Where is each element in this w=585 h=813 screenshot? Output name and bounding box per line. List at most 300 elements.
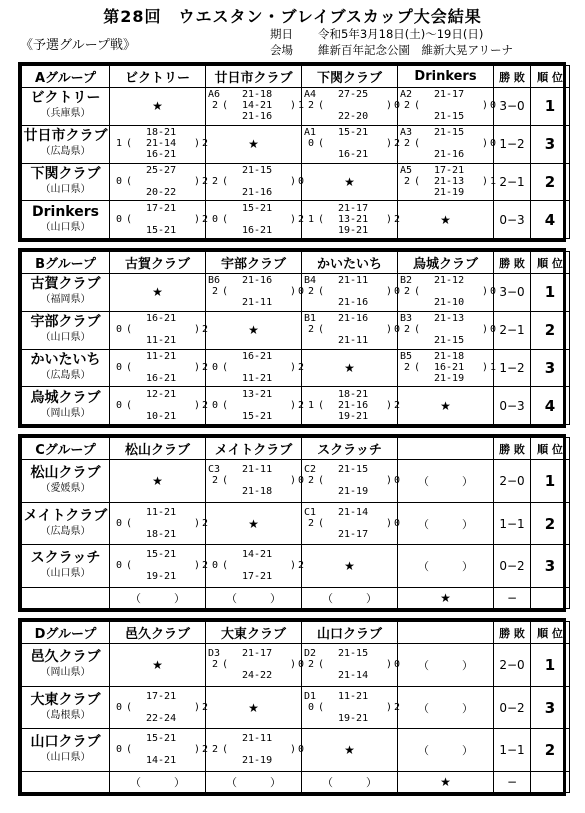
games-won-right: 2 [202, 701, 209, 713]
paren-close: ) [386, 474, 393, 486]
paren-open: ( [126, 213, 133, 225]
group-name: Dグループ [22, 622, 110, 644]
self-match-cell [398, 387, 494, 425]
game-score: 21-15 [338, 463, 369, 475]
games-won-left: 2 [212, 658, 219, 670]
column-team-name: 邑久クラブ [110, 622, 206, 644]
star-icon: ★ [344, 743, 355, 758]
games-won-right: 1 [298, 100, 305, 112]
game-score: 21-18 [242, 89, 273, 101]
game-score: 17-21 [242, 571, 273, 583]
paren-close: ) [194, 560, 201, 572]
match-result-cell [206, 460, 305, 503]
paren-open: ( [318, 701, 325, 713]
star-icon: ★ [248, 137, 259, 152]
game-score: 21-15 [338, 647, 369, 659]
paren-close: ) [482, 324, 489, 336]
win-loss-record: 0−3 [494, 201, 531, 239]
star-icon: ★ [440, 775, 451, 790]
match-result-cell [206, 349, 305, 387]
game-score: 21-17 [338, 528, 369, 540]
paren-open: ( [126, 324, 133, 336]
rank-header: 順 位 [531, 66, 570, 88]
paren-open: ( [222, 744, 229, 756]
group-table [18, 62, 566, 242]
rank-value [531, 772, 570, 793]
paren-open: ( [222, 175, 229, 187]
games-won-left: 0 [212, 213, 219, 225]
games-won-right: 2 [202, 560, 209, 572]
game-score: 22-20 [338, 111, 369, 123]
group-name: Bグループ [22, 252, 110, 274]
team-name: 烏城クラブ [30, 389, 101, 406]
game-score: 16-21 [242, 224, 273, 236]
games-won-left: 2 [404, 324, 411, 336]
event-meta [270, 26, 513, 58]
game-score: 16-21 [146, 372, 177, 384]
table-row [22, 163, 570, 201]
paren-close: ) [194, 399, 201, 411]
win-loss-record: 2−1 [494, 311, 531, 349]
games-won-right: 2 [298, 399, 305, 411]
match-result-cell [206, 644, 305, 687]
win-loss-record: − [494, 588, 531, 609]
game-score: 14-21 [146, 755, 177, 767]
games-won-left: 2 [308, 324, 315, 336]
game-score: 21-16 [242, 186, 273, 198]
star-icon: ★ [344, 174, 355, 189]
team-cell [22, 163, 110, 201]
team-cell [22, 460, 110, 503]
team-prefecture: （兵庫県） [40, 108, 91, 120]
games-won-right: 2 [202, 175, 209, 187]
paren-open: ( [414, 175, 421, 187]
paren-close: ) [194, 517, 201, 529]
games-won-left: 2 [308, 517, 315, 529]
games-won-left: 1 [308, 399, 315, 411]
win-loss-record: 2−1 [494, 163, 531, 201]
column-team-name: 古賀クラブ [110, 252, 206, 274]
self-match-cell [302, 729, 398, 772]
match-code: B1 [304, 313, 317, 325]
paren-close: ) [386, 213, 393, 225]
paren-close: ) [386, 517, 393, 529]
match-result-cell [398, 311, 497, 349]
game-score: 21-15 [434, 111, 465, 123]
games-won-left: 0 [116, 399, 123, 411]
game-score: 18-21 [338, 388, 369, 400]
games-won-left: 2 [308, 474, 315, 486]
team-cell [22, 349, 110, 387]
win-loss-record: 0−3 [494, 387, 531, 425]
games-won-right: 2 [202, 138, 209, 150]
record-header: 勝 敗 [494, 438, 531, 460]
rank-value: 3 [531, 125, 570, 163]
team-prefecture: （岡山県） [40, 666, 91, 678]
group-table [18, 434, 566, 612]
game-score: 21-18 [242, 485, 273, 497]
paren-close: ) [482, 361, 489, 373]
match-result-cell [206, 387, 305, 425]
game-score: 15-21 [242, 202, 273, 214]
team-cell [22, 311, 110, 349]
match-result-cell [206, 88, 305, 126]
match-result-cell [302, 644, 401, 687]
paren-close: ) [290, 175, 297, 187]
game-score: 17-21 [434, 164, 465, 176]
match-result-cell [398, 274, 497, 312]
game-score: 15-21 [146, 549, 177, 561]
team-name: 邑久クラブ [30, 648, 101, 665]
games-won-right: 0 [298, 658, 305, 670]
table-row [22, 644, 570, 687]
games-won-left: 2 [404, 361, 411, 373]
paren-close: ) [290, 361, 297, 373]
game-score: 19-21 [338, 224, 369, 236]
match-code: B2 [400, 275, 413, 287]
team-name: スクラッチ [30, 550, 101, 567]
team-name: 廿日市クラブ [23, 128, 108, 145]
win-loss-record: 1−1 [494, 502, 531, 545]
win-loss-record: 3−0 [494, 88, 531, 126]
games-won-left: 0 [212, 361, 219, 373]
match-result-cell [206, 545, 305, 588]
star-icon: ★ [440, 398, 451, 413]
paren-close: ) [386, 100, 393, 112]
game-score: 21-11 [338, 335, 369, 347]
star-icon: ★ [152, 99, 163, 114]
self-match-cell [398, 201, 494, 239]
page-title: 第28回 ウエスタン・ブレイブスカップ大会結果 [103, 7, 482, 26]
rank-value: 2 [531, 163, 570, 201]
self-match-cell [206, 311, 302, 349]
win-loss-record: 1−2 [494, 125, 531, 163]
game-score: 21-17 [242, 647, 273, 659]
game-score: 11-21 [338, 690, 369, 702]
games-won-right: 2 [202, 517, 209, 529]
team-prefecture: （広島県） [40, 525, 91, 537]
team-prefecture: （岡山県） [40, 407, 91, 419]
paren-open: ( [222, 399, 229, 411]
games-won-left: 0 [116, 744, 123, 756]
win-loss-record: 0−2 [494, 686, 531, 729]
paren-open: ( [126, 399, 133, 411]
team-cell [22, 686, 110, 729]
game-score: 25-27 [146, 164, 177, 176]
rank-header: 順 位 [531, 622, 570, 644]
paren-close: ) [482, 286, 489, 298]
paren-close: ) [290, 286, 297, 298]
game-score: 21-11 [338, 275, 369, 287]
rank-header: 順 位 [531, 438, 570, 460]
game-score: 21-11 [242, 733, 273, 745]
match-code: D3 [208, 647, 221, 659]
games-won-right: 0 [298, 286, 305, 298]
match-result-cell [110, 502, 209, 545]
venue-label: 会場 [270, 43, 293, 57]
paren-open: ( [318, 138, 325, 150]
paren-open: ( [318, 213, 325, 225]
match-result-cell [302, 201, 401, 239]
column-team-name: 山口クラブ [302, 622, 398, 644]
paren-close: ) [386, 399, 393, 411]
table-row [22, 311, 570, 349]
game-score: 18-21 [146, 528, 177, 540]
game-score: 11-21 [146, 506, 177, 518]
star-icon: ★ [248, 516, 259, 531]
paren-open: ( [126, 701, 133, 713]
column-team-name [398, 438, 494, 460]
games-won-right: 0 [394, 658, 401, 670]
table-row [22, 686, 570, 729]
games-won-right: 2 [298, 213, 305, 225]
win-loss-record: − [494, 772, 531, 793]
games-won-left: 2 [404, 138, 411, 150]
paren-open: ( [222, 213, 229, 225]
game-score: 16-21 [338, 149, 369, 161]
match-code: A1 [304, 127, 317, 139]
match-code: B6 [208, 275, 221, 287]
rank-value: 4 [531, 387, 570, 425]
games-won-left: 0 [308, 138, 315, 150]
empty-match-cell: （ ） [302, 588, 398, 609]
games-won-left: 0 [116, 560, 123, 572]
column-team-name: Drinkers [398, 66, 494, 88]
team-name: 古賀クラブ [30, 276, 101, 293]
match-result-cell [398, 125, 497, 163]
table-row [22, 387, 570, 425]
games-won-left: 2 [212, 175, 219, 187]
paren-close: ) [482, 138, 489, 150]
games-won-right: 2 [202, 213, 209, 225]
team-cell [22, 729, 110, 772]
star-icon: ★ [440, 212, 451, 227]
match-result-cell [302, 460, 401, 503]
paren-open: ( [126, 744, 133, 756]
record-header: 勝 敗 [494, 252, 531, 274]
games-won-right: 0 [490, 324, 497, 336]
group-table [18, 618, 566, 796]
empty-match-cell: （ ） [398, 502, 494, 545]
column-team-name: 烏城クラブ [398, 252, 494, 274]
star-icon: ★ [152, 285, 163, 300]
games-won-right: 0 [490, 286, 497, 298]
team-cell [22, 644, 110, 687]
games-won-right: 0 [298, 474, 305, 486]
games-won-right: 0 [394, 100, 401, 112]
games-won-right: 2 [394, 701, 401, 713]
team-cell [22, 274, 110, 312]
team-prefecture: （山口県） [40, 221, 91, 233]
game-score: 11-21 [146, 350, 177, 362]
team-name: 大東クラブ [30, 691, 101, 708]
column-team-name: スクラッチ [302, 438, 398, 460]
record-header: 勝 敗 [494, 66, 531, 88]
game-score: 10-21 [146, 410, 177, 422]
game-score: 22-24 [146, 712, 177, 724]
games-won-left: 2 [308, 100, 315, 112]
empty-match-cell: （ ） [206, 772, 302, 793]
rank-value: 1 [531, 88, 570, 126]
rank-value: 3 [531, 686, 570, 729]
paren-close: ) [194, 361, 201, 373]
paren-open: ( [414, 138, 421, 150]
game-score: 13-21 [338, 213, 369, 225]
star-icon: ★ [344, 559, 355, 574]
self-match-cell [110, 88, 206, 126]
paren-open: ( [318, 100, 325, 112]
empty-match-cell: （ ） [110, 588, 206, 609]
paren-open: ( [222, 361, 229, 373]
games-won-left: 2 [212, 744, 219, 756]
paren-open: ( [126, 138, 133, 150]
team-prefecture: （広島県） [40, 146, 91, 158]
column-team-name: かいたいち [302, 252, 398, 274]
games-won-right: 0 [490, 138, 497, 150]
games-won-right: 2 [202, 361, 209, 373]
paren-open: ( [126, 175, 133, 187]
self-match-cell [206, 125, 302, 163]
empty-match-cell: （ ） [398, 460, 494, 503]
empty-match-cell: （ ） [110, 772, 206, 793]
team-name: 下関クラブ [30, 165, 101, 182]
game-score: 21-16 [338, 399, 369, 411]
games-won-left: 2 [212, 286, 219, 298]
paren-close: ) [194, 213, 201, 225]
games-won-right: 0 [394, 286, 401, 298]
empty-match-cell: （ ） [302, 772, 398, 793]
match-code: B3 [400, 313, 413, 325]
games-won-right: 2 [394, 138, 401, 150]
table-row [22, 88, 570, 126]
team-cell [22, 545, 110, 588]
table-row [22, 125, 570, 163]
match-result-cell [110, 686, 209, 729]
team-cell [22, 201, 110, 239]
column-team-name: 廿日市クラブ [206, 66, 302, 88]
star-icon: ★ [440, 591, 451, 606]
match-result-cell [398, 163, 497, 201]
team-name: メイトクラブ [23, 507, 108, 524]
game-score: 21-11 [242, 463, 273, 475]
games-won-right: 2 [298, 361, 305, 373]
paren-close: ) [386, 701, 393, 713]
match-result-cell [110, 387, 209, 425]
match-result-cell [110, 729, 209, 772]
group-name: Aグループ [22, 66, 110, 88]
rank-value: 2 [531, 729, 570, 772]
games-won-left: 0 [116, 213, 123, 225]
game-score: 15-21 [338, 127, 369, 139]
paren-close: ) [194, 701, 201, 713]
games-won-right: 2 [202, 744, 209, 756]
paren-close: ) [482, 100, 489, 112]
games-won-left: 0 [116, 517, 123, 529]
table-row [22, 588, 570, 609]
match-result-cell [110, 163, 209, 201]
paren-open: ( [318, 658, 325, 670]
paren-open: ( [414, 361, 421, 373]
game-score: 11-21 [146, 335, 177, 347]
table-row [22, 772, 570, 793]
game-score: 15-21 [146, 733, 177, 745]
games-won-left: 0 [212, 560, 219, 572]
game-score: 21-13 [434, 313, 465, 325]
game-score: 21-19 [242, 755, 273, 767]
star-icon: ★ [248, 700, 259, 715]
game-score: 15-21 [242, 410, 273, 422]
game-score: 21-19 [338, 485, 369, 497]
paren-close: ) [386, 138, 393, 150]
games-won-right: 0 [298, 175, 305, 187]
team-cell [22, 772, 110, 793]
paren-open: ( [414, 100, 421, 112]
win-loss-record: 1−2 [494, 349, 531, 387]
game-score: 21-10 [434, 297, 465, 309]
game-score: 21-19 [434, 186, 465, 198]
paren-close: ) [386, 324, 393, 336]
games-won-left: 2 [212, 474, 219, 486]
self-match-cell [110, 644, 206, 687]
team-name: Drinkers [32, 203, 99, 220]
star-icon: ★ [152, 657, 163, 672]
table-row [22, 729, 570, 772]
win-loss-record: 2−0 [494, 460, 531, 503]
match-code: C3 [208, 463, 221, 475]
paren-close: ) [290, 213, 297, 225]
games-won-right: 2 [394, 213, 401, 225]
team-name: 松山クラブ [30, 464, 101, 481]
game-score: 21-15 [434, 335, 465, 347]
paren-close: ) [482, 175, 489, 187]
paren-open: ( [222, 100, 229, 112]
team-name: 宇部クラブ [30, 314, 101, 331]
games-won-left: 1 [116, 138, 123, 150]
empty-match-cell: （ ） [398, 644, 494, 687]
game-score: 13-21 [242, 388, 273, 400]
paren-close: ) [386, 658, 393, 670]
rank-value [531, 588, 570, 609]
team-prefecture: （山口県） [40, 752, 91, 764]
star-icon: ★ [152, 473, 163, 488]
team-name: 山口クラブ [30, 734, 101, 751]
games-won-right: 0 [298, 744, 305, 756]
games-won-right: 2 [298, 560, 305, 572]
match-result-cell [110, 201, 209, 239]
paren-open: ( [414, 286, 421, 298]
self-match-cell [302, 349, 398, 387]
game-score: 21-16 [242, 111, 273, 123]
game-score: 16-21 [242, 350, 273, 362]
game-score: 17-21 [146, 690, 177, 702]
team-name: かいたいち [30, 351, 101, 368]
games-won-left: 0 [308, 701, 315, 713]
game-score: 21-15 [242, 164, 273, 176]
game-score: 21-13 [434, 175, 465, 187]
match-code: A2 [400, 89, 413, 101]
game-score: 11-21 [242, 372, 273, 384]
team-cell [22, 125, 110, 163]
game-score: 18-21 [146, 127, 177, 139]
paren-open: ( [414, 324, 421, 336]
column-team-name [398, 622, 494, 644]
group-name: Cグループ [22, 438, 110, 460]
game-score: 14-21 [242, 100, 273, 112]
paren-open: ( [318, 324, 325, 336]
games-won-left: 2 [308, 658, 315, 670]
table-row [22, 274, 570, 312]
games-won-right: 2 [202, 324, 209, 336]
